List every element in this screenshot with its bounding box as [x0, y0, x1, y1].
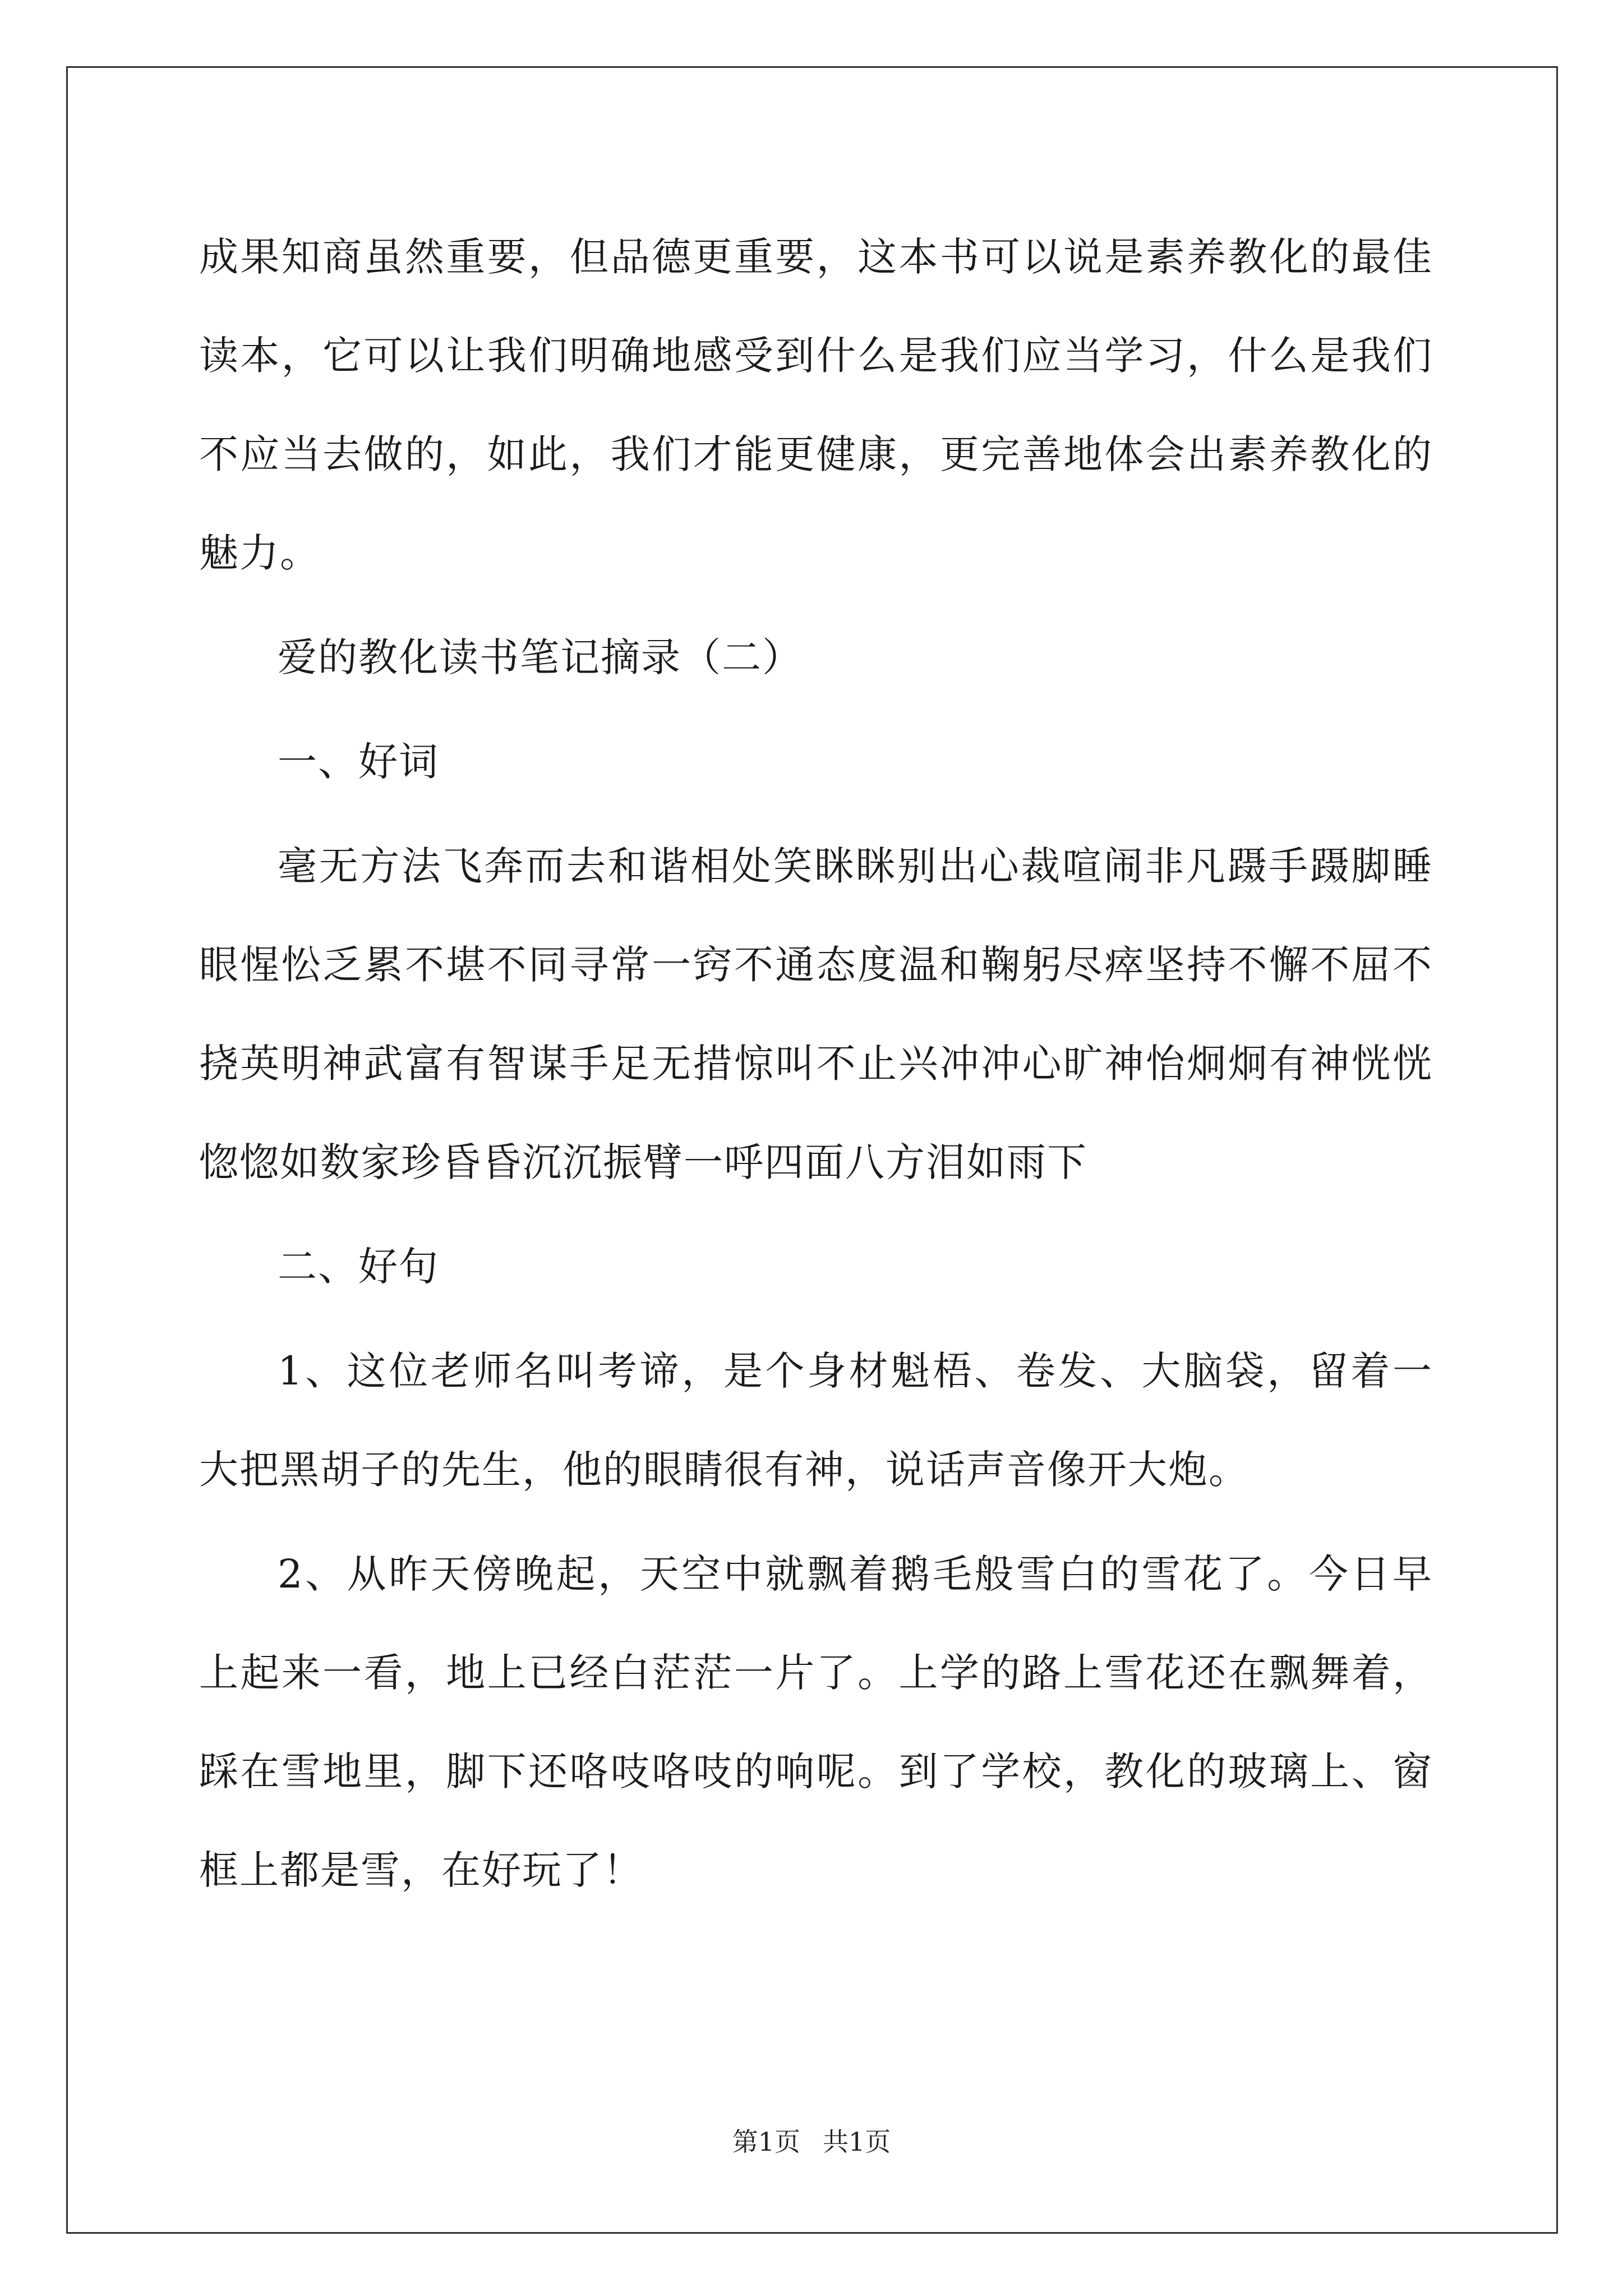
document-body [199, 208, 1433, 1920]
paragraph-good-words: 毫无方法飞奔而去和谐相处笑眯眯别出心裁喧闹非凡蹑手蹑脚睡眼惺忪乏累不堪不同寻常一窍不通态度温和鞠躬尽瘁坚持不懈不屈不挠英明神武富有智谋手足无措惊叫不止兴冲冲心旷神怡炯炯有神恍恍惚惚如数家珍昏昏沉沉振臂一呼四面八方泪如雨下 [199, 843, 1433, 1185]
page-number-total: 共1页 [823, 2127, 891, 2157]
paragraph-sentence-2: 2、从昨天傍晚起，天空中就飘着鹅毛般雪白的雪花了。今日早上起来一看，地上已经白茫茫一片了。上学的路上雪花还在飘舞着，踩在雪地里，脚下还咯吱咯吱的响呢。到了学校，教化的玻璃上、窗框上都是雪，在好玩了！ [199, 1551, 1433, 1893]
page-footer [0, 2125, 1623, 2159]
paragraph-intro-conclusion: 成果知商虽然重要，但品德更重要，这本书可以说是素养教化的最佳读本，它可以让我们明确地感受到什么是我们应当学习，什么是我们不应当去做的，如此，我们才能更健康，更完善地体会出素养教化的魅力。 [199, 234, 1433, 576]
page-number-current: 第1页 [732, 2127, 800, 2157]
subheading-good-sentences: 二、好句 [278, 1244, 439, 1290]
subheading-good-words: 一、好词 [278, 739, 439, 785]
section-heading: 爱的教化读书笔记摘录（二） [278, 634, 803, 680]
paragraph-sentence-1: 1、这位老师名叫考谛，是个身材魁梧、卷发、大脑袋，留着一大把黑胡子的先生，他的眼睛很有神，说话声音像开大炮。 [199, 1348, 1433, 1493]
